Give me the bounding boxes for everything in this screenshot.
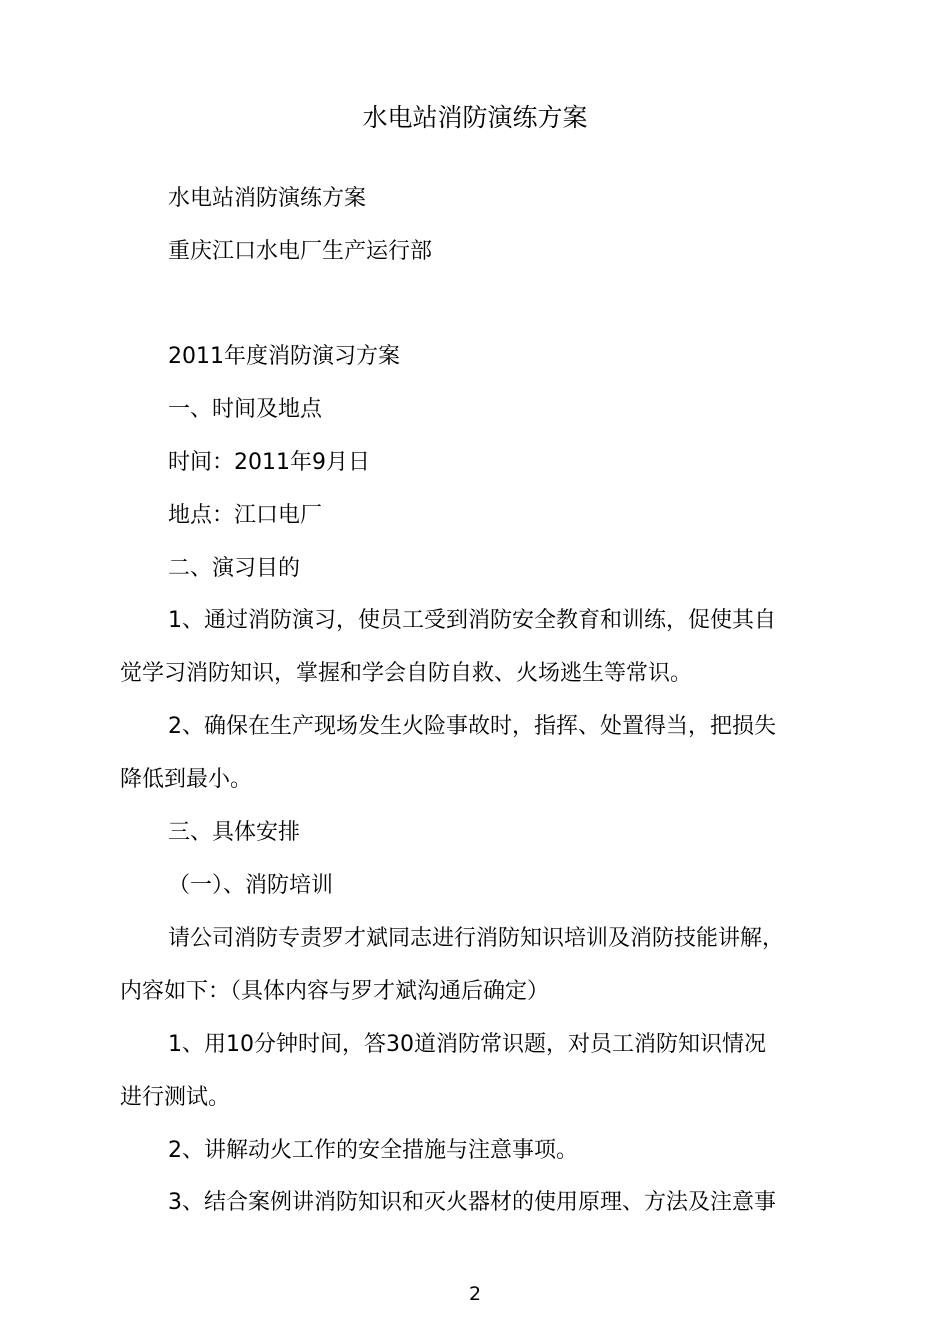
training-paragraph-line-2: 内容如下：（具体内容与罗才斌沟通后确定）: [120, 979, 550, 1004]
plan-title: 2011年度消防演习方案: [168, 344, 400, 369]
training-paragraph-line-1: 请公司消防专责罗才斌同志进行消防知识培训及消防技能讲解，: [168, 926, 785, 951]
subsection-heading-training: （一）、消防培训: [168, 873, 334, 898]
purpose-item-1-line-2: 觉学习消防知识，掌握和学会自防自救、火场逃生等常识。: [120, 661, 693, 686]
purpose-item-2-line-2: 降低到最小。: [120, 767, 253, 792]
training-item-3-line-1: 3、结合案例讲消防知识和灭火器材的使用原理、方法及注意事: [168, 1190, 776, 1215]
section-heading-time-location: 一、时间及地点: [168, 397, 323, 422]
location-text: 地点：江口电厂: [168, 503, 323, 528]
time-text: 时间：2011年9月日: [168, 450, 370, 475]
training-item-1-line-1: 1、用10分钟时间，答30道消防常识题，对员工消防知识情况: [168, 1032, 766, 1057]
section-heading-purpose: 二、演习目的: [168, 556, 301, 581]
purpose-item-2-line-1: 2、确保在生产现场发生火险事故时，指挥、处置得当，把损失: [168, 714, 776, 739]
training-item-2: 2、讲解动火工作的安全措施与注意事项。: [168, 1138, 578, 1163]
purpose-item-1-line-1: 1、通过消防演习，使员工受到消防安全教育和训练，促使其自: [168, 608, 776, 633]
section-heading-arrangement: 三、具体安排: [168, 820, 301, 845]
document-title: 水电站消防演练方案: [362, 103, 588, 132]
organization: 重庆江口水电厂生产运行部: [168, 239, 433, 264]
subtitle: 水电站消防演练方案: [168, 186, 367, 211]
training-item-1-line-2: 进行测试。: [120, 1085, 231, 1110]
page-number: 2: [468, 1283, 482, 1305]
